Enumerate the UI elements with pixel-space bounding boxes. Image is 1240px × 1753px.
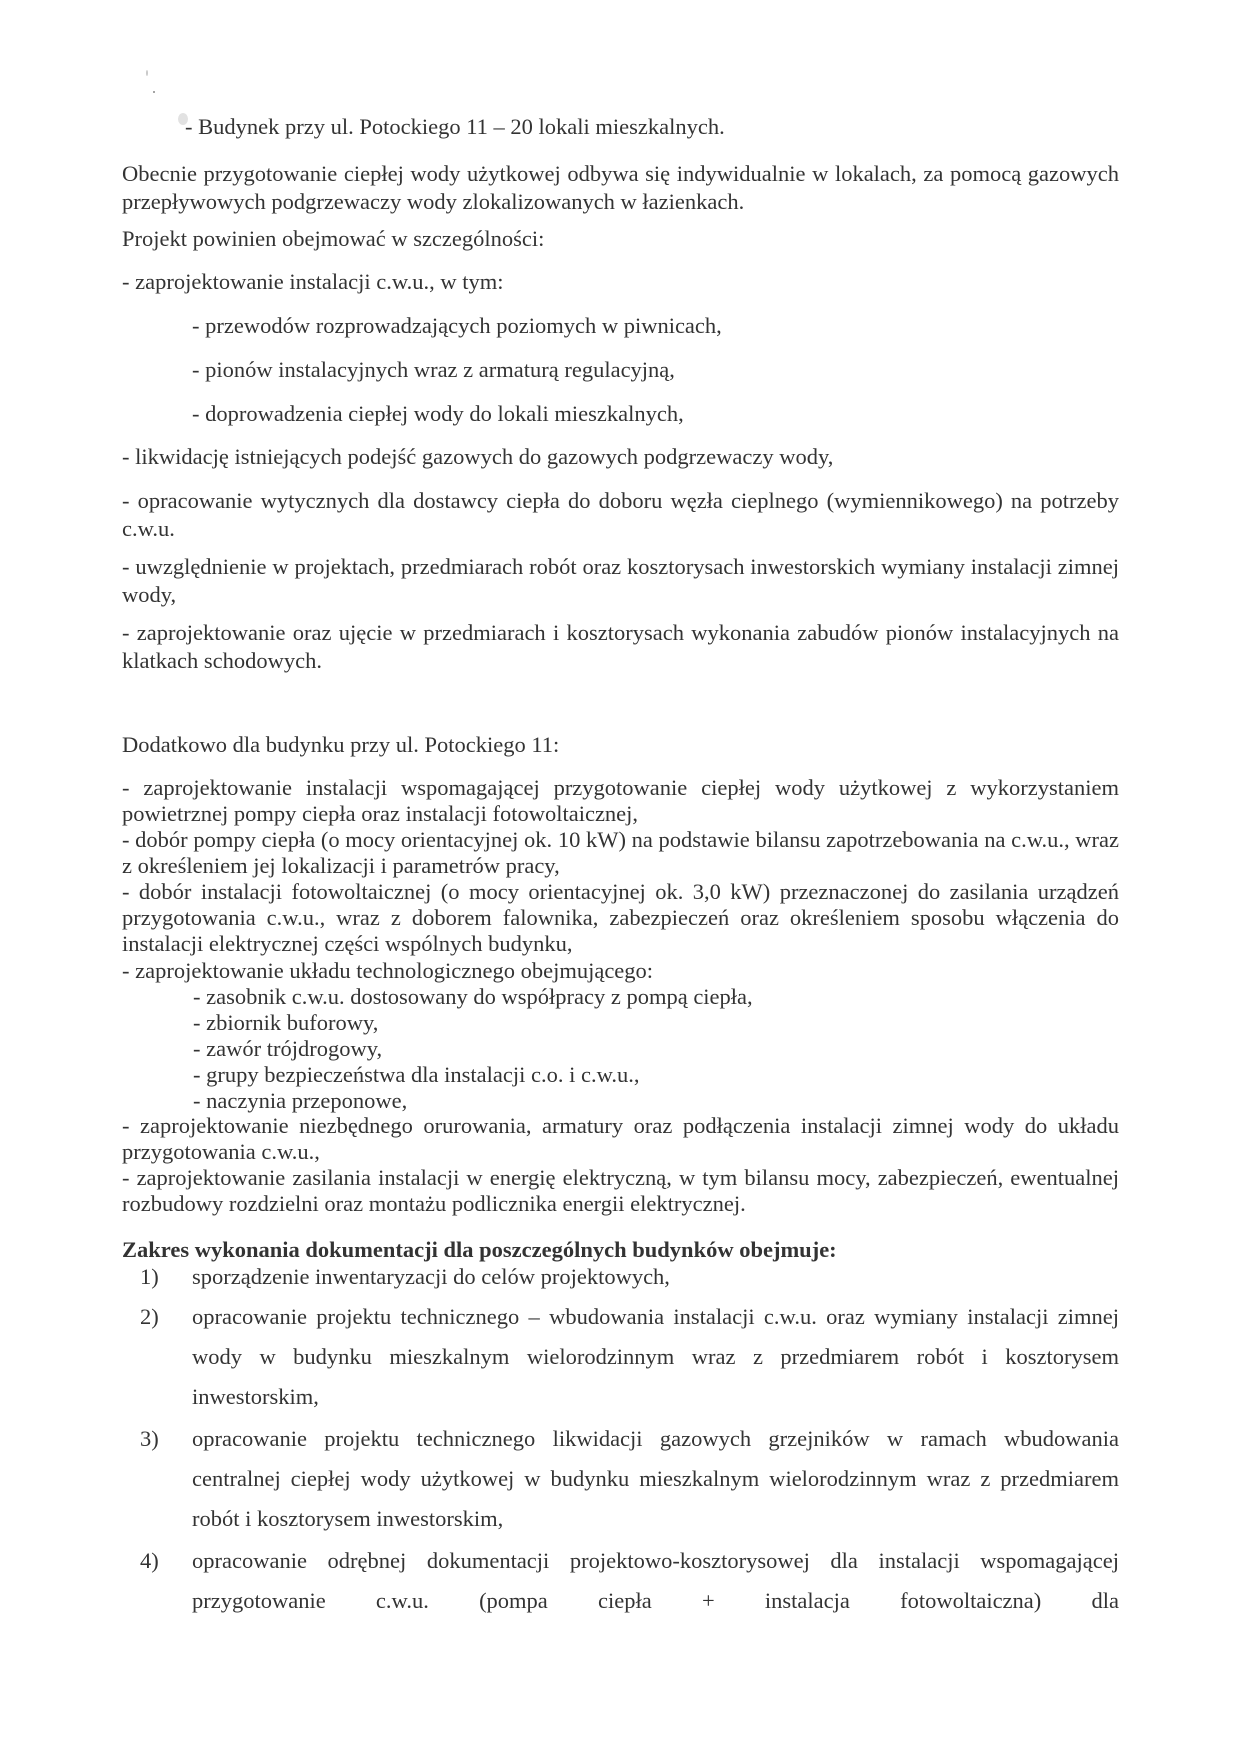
additional-item: - dobór instalacji fotowoltaicznej (o mocy orientacyjnej ok. 3,0 kW) przeznaczonej do zasilania urządzeń przygotowania c.w.u., wraz z doborem falownika, zabezpieczeń oraz określeniem sposobu włączenia do instalacji elektrycznej części wspólnych budynku, xyxy=(122,879,1119,956)
scope-subitem: - pionów instalacyjnych wraz z armaturą regulacyjną, xyxy=(192,357,675,382)
scope-item-design-cwu: - zaprojektowanie instalacji c.w.u., w tym: xyxy=(122,269,504,294)
scan-speck xyxy=(153,91,155,93)
documentation-scope-heading: Zakres wykonania dokumentacji dla poszczególnych budynków obejmuje: xyxy=(122,1237,837,1262)
additional-piping: - zaprojektowanie niezbędnego orurowania, armatury oraz podłączenia instalacji zimnej wody do układu przygotowania c.w.u., xyxy=(122,1113,1119,1164)
project-scope-heading: Projekt powinien obejmować w szczególności: xyxy=(122,226,545,251)
additional-item: - dobór pompy ciepła (o mocy orientacyjnej ok. 10 kW) na podstawie bilansu zapotrzebowania na c.w.u., wraz z określeniem jej lokalizacji i parametrów pracy, xyxy=(122,827,1119,878)
item-number: 3) xyxy=(140,1426,159,1451)
item-text: sporządzenie inwentaryzacji do celów projektowych, xyxy=(192,1264,670,1289)
additional-heading: Dodatkowo dla budynku przy ul. Potockiego 11: xyxy=(122,732,560,757)
scan-speck xyxy=(146,70,148,76)
additional-electrical: - zaprojektowanie zasilania instalacji w energię elektryczną, w tym bilansu mocy, zabezpieczeń, ewentualnej rozbudowy rozdzielni oraz montażu podlicznika energii elektrycznej. xyxy=(122,1165,1119,1216)
item-number: 4) xyxy=(140,1548,159,1573)
tech-subitem: - grupy bezpieczeństwa dla instalacji c.o. i c.w.u., xyxy=(193,1062,640,1087)
item-text: opracowanie projektu technicznego – wbudowania instalacji c.w.u. oraz wymiany instalacji zimnej wody w budynku mieszkalnym wielorodzinnym wraz z przedmiarem robót i kosztorysem inwestorskim, xyxy=(192,1304,1119,1409)
scope-item-cold-water: - uwzględnienie w projektach, przedmiarach robót oraz kosztorysach inwestorskich wymiany instalacji zimnej wody, xyxy=(122,554,1119,607)
current-state-paragraph: Obecnie przygotowanie ciepłej wody użytkowej odbywa się indywidualnie w lokalach, za pomocą gazowych przepływowych podgrzewaczy wody zlokalizowanych w łazienkach. xyxy=(122,161,1119,214)
additional-item: - zaprojektowanie układu technologicznego obejmującego: xyxy=(122,958,654,983)
tech-subitem: - zawór trójdrogowy, xyxy=(193,1036,383,1061)
scope-item-risers: - zaprojektowanie oraz ujęcie w przedmiarach i kosztorysach wykonania zabudów pionów instalacyjnych na klatkach schodowych. xyxy=(122,620,1119,673)
item-number: 2) xyxy=(140,1304,159,1329)
item-number: 1) xyxy=(140,1264,159,1289)
tech-subitem: - zbiornik buforowy, xyxy=(193,1010,379,1035)
tech-subitem: - naczynia przeponowe, xyxy=(193,1088,408,1113)
item-text: opracowanie projektu technicznego likwidacji gazowych grzejników w ramach wbudowania centralnej ciepłej wody użytkowej w budynku mieszkalnym wielorodzinnym wraz z przedmiarem robót i kosztorysem inwestorskim, xyxy=(192,1426,1119,1531)
additional-item: - zaprojektowanie instalacji wspomagającej przygotowanie ciepłej wody użytkowej z wykorzystaniem powietrznej pompy ciepła oraz instalacji fotowoltaicznej, xyxy=(122,775,1119,826)
item-text: opracowanie odrębnej dokumentacji projektowo-kosztorysowej dla instalacji wspomagającej przygotowanie c.w.u. (pompa ciepła + instalacja fotowoltaiczna) dla xyxy=(192,1548,1119,1613)
scope-subitem: - przewodów rozprowadzających poziomych w piwnicach, xyxy=(192,313,722,338)
building-heading: - Budynek przy ul. Potockiego 11 – 20 lokali mieszkalnych. xyxy=(185,114,725,139)
scope-item-liquidation: - likwidację istniejących podejść gazowych do gazowych podgrzewaczy wody, xyxy=(122,444,834,469)
scope-subitem: - doprowadzenia ciepłej wody do lokali mieszkalnych, xyxy=(192,401,684,426)
tech-subitem: - zasobnik c.w.u. dostosowany do współpracy z pompą ciepła, xyxy=(193,984,753,1009)
scope-item-guidelines: - opracowanie wytycznych dla dostawcy ciepła do doboru węzła cieplnego (wymiennikowego) na potrzeby c.w.u. xyxy=(122,488,1119,541)
